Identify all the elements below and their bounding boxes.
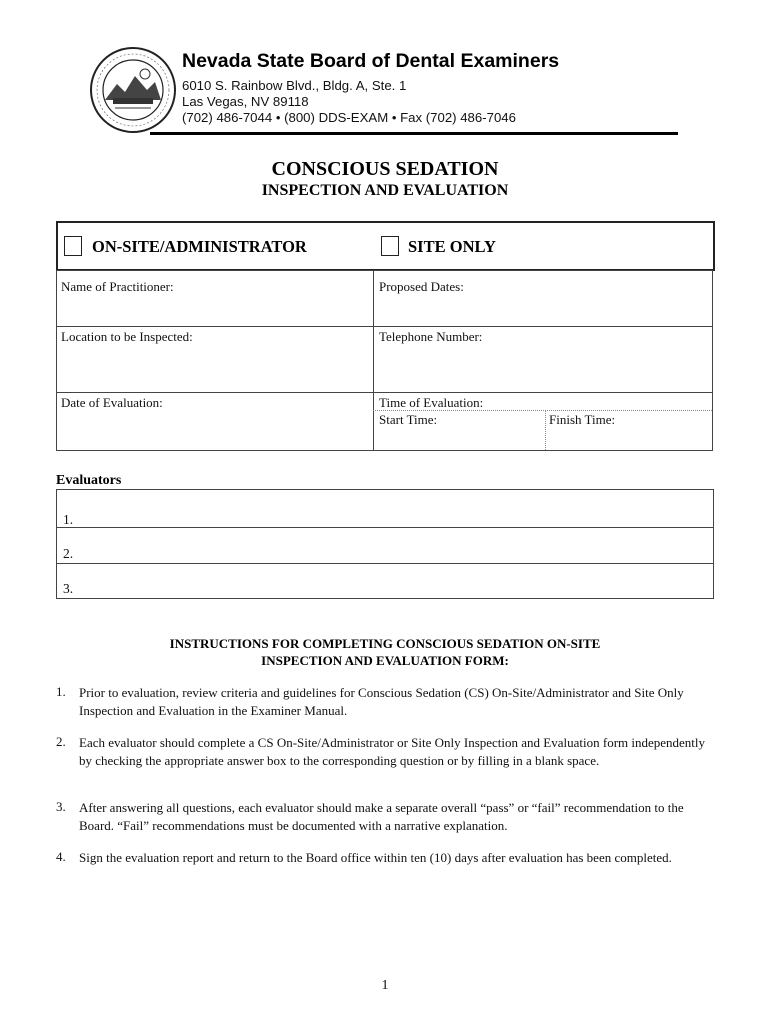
instruction-number: 4. (56, 849, 66, 864)
row-divider (57, 392, 712, 393)
site-only-checkbox[interactable] (381, 236, 399, 256)
onsite-administrator-label: ON-SITE/ADMINISTRATOR (92, 237, 307, 256)
instruction-text: Sign the evaluation report and return to the Board office within ten (10) days after evaluation has been completed. (79, 850, 672, 865)
instructions-title-line-2: INSPECTION AND EVALUATION FORM: (261, 653, 509, 668)
site-only-label: SITE ONLY (408, 237, 496, 256)
time-of-evaluation-label: Time of Evaluation: (379, 395, 484, 410)
onsite-administrator-checkbox[interactable] (64, 236, 82, 256)
row-divider (57, 326, 712, 327)
contact-line: (702) 486-7044 • (800) DDS-EXAM • Fax (702) 486-7046 (182, 110, 516, 125)
column-divider (373, 271, 374, 450)
instruction-number: 2. (56, 734, 66, 749)
instruction-number: 1. (56, 684, 66, 699)
date-of-evaluation-field[interactable]: Date of Evaluation: (61, 395, 163, 410)
proposed-dates-field[interactable]: Proposed Dates: (379, 279, 464, 294)
time-column-divider (545, 410, 546, 450)
finish-time-field[interactable]: Finish Time: (549, 412, 616, 427)
page-number: 1 (381, 978, 389, 993)
evaluator-row-3[interactable]: 3. (63, 581, 74, 596)
form-title: CONSCIOUS SEDATION (271, 158, 499, 180)
evaluator-row-2[interactable]: 2. (63, 546, 74, 561)
header-rule (150, 132, 678, 135)
evaluator-divider (57, 527, 713, 528)
instruction-text: Each evaluator should complete a CS On-Site/Administrator or Site Only Inspection and Evaluation form independently by checking the appropriate answer box to the corresponding question or by filling in a blank space. (79, 735, 706, 768)
org-name: Nevada State Board of Dental Examiners (182, 50, 560, 72)
inspection-type-box (56, 221, 715, 271)
address-line-1: 6010 S. Rainbow Blvd., Bldg. A, Ste. 1 (182, 78, 407, 93)
evaluator-row-1[interactable]: 1. (63, 512, 74, 527)
instruction-text: After answering all questions, each evaluator should make a separate overall “pass” or “fail” recommendation to the Board. “Fail” recommendations must be documented with a narrative explanation. (79, 800, 684, 833)
instruction-text: Prior to evaluation, review criteria and guidelines for Conscious Sedation (CS) On-Site/Administrator and Site Only Inspection and Evaluation in the Examiner Manual. (79, 685, 684, 718)
evaluators-table (56, 489, 714, 599)
practitioner-info-table (56, 270, 713, 451)
practitioner-name-field[interactable]: Name of Practitioner: (61, 279, 174, 294)
telephone-field[interactable]: Telephone Number: (379, 329, 483, 344)
instruction-number: 3. (56, 799, 66, 814)
location-field[interactable]: Location to be Inspected: (61, 329, 193, 344)
evaluator-divider (57, 563, 713, 564)
form-subtitle: INSPECTION AND EVALUATION (261, 182, 509, 199)
state-seal-logo (89, 46, 177, 134)
instructions-title-line-1: INSTRUCTIONS FOR COMPLETING CONSCIOUS SEDATION ON-SITE (169, 636, 601, 651)
address-line-2: Las Vegas, NV 89118 (182, 94, 309, 109)
start-time-field[interactable]: Start Time: (379, 412, 438, 427)
evaluators-heading: Evaluators (56, 473, 122, 488)
time-divider (373, 410, 712, 411)
